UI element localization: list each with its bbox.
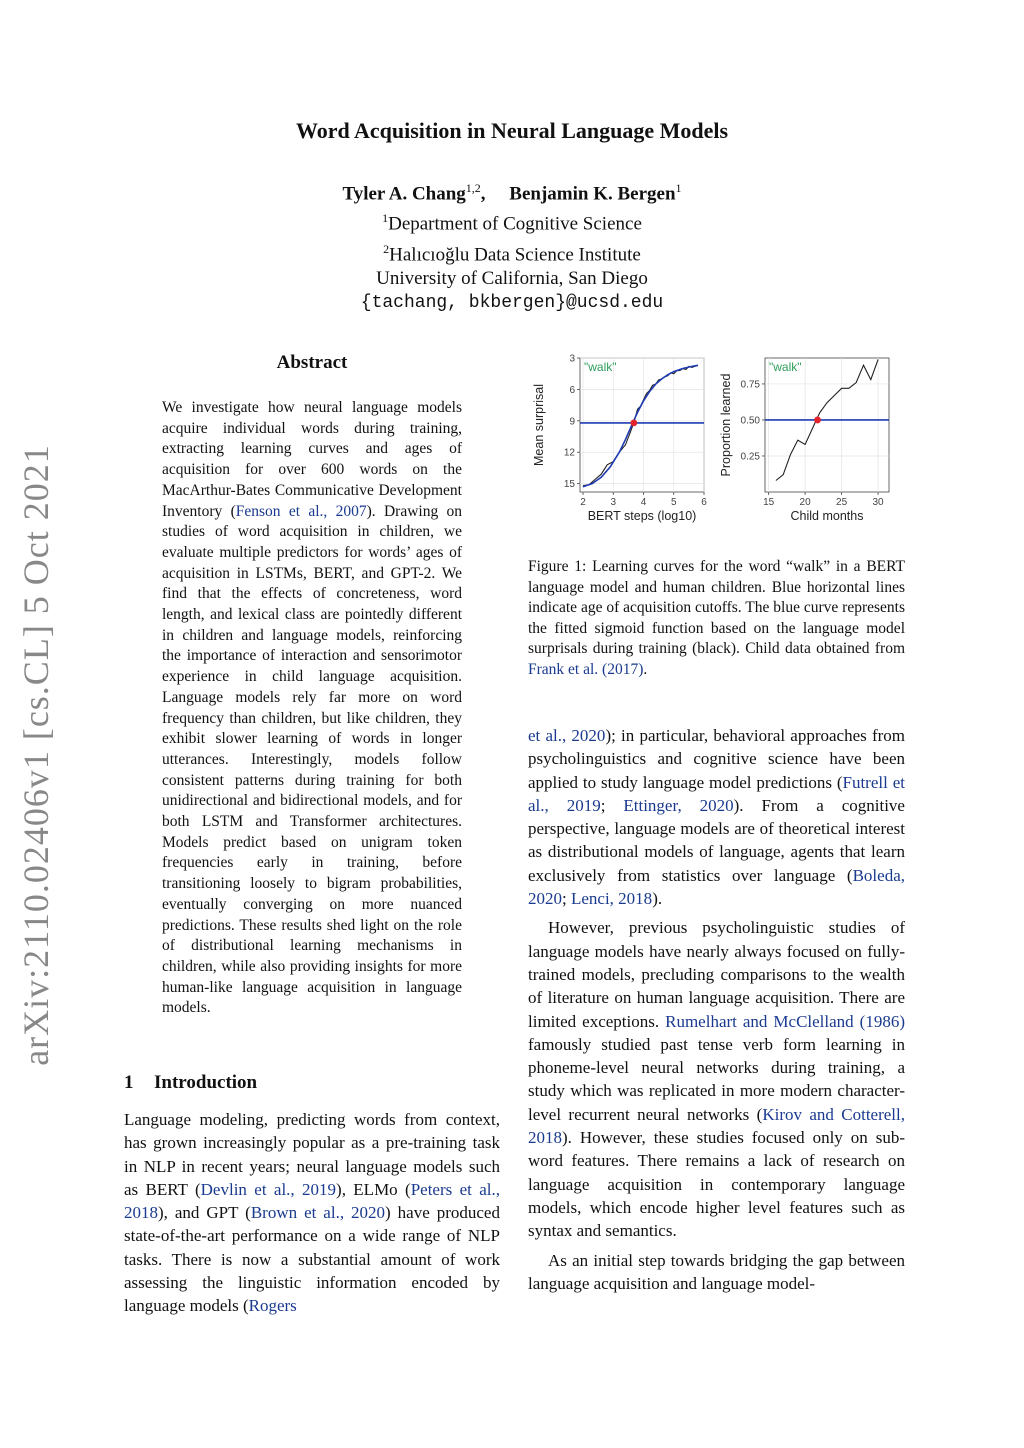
citation-frank-year[interactable]: (2017) xyxy=(602,660,644,678)
abstract-text-2: ). Drawing on studies of word acquisition in children, we evaluate multiple predictors for words’ ages of acquisition in LSTMs, BERT, and GPT-2. We find that the effects of concreteness, word length, and lexical class are pointedly different in children and language models, reinforcing the importance of interaction and sensorimotor experience in child language acquisition. Language models rely far more on word frequency than children, but like children, they exhibit slower learning of words in longer utterances. Interestingly, models follow consistent patterns during training for both unidirectional and bidirectional models, and for both LSTM and Transformer architectures. Models predict based on unigram token frequencies early in training, before transitioning loosely to bigram probabilities, eventually converging on more nuanced predictions. These results shed light on the role of distributional learning mechanisms in children, while also providing insights for more human-like language acquisition in language models. xyxy=(162,502,463,1017)
x-tick-label: 15 xyxy=(763,497,775,508)
caption-text-2: . xyxy=(643,660,648,678)
citation-peters[interactable]: Peters et al., 2018 xyxy=(124,1179,500,1223)
arxiv-identifier: arXiv:2110.02406v1 [cs.CL] 5 Oct 2021 xyxy=(16,444,56,1066)
affiliation-1 xyxy=(0,206,1024,236)
affil-2-mark: 2 xyxy=(383,241,390,256)
y-tick-label: 0.50 xyxy=(740,415,760,427)
x-tick-label: 5 xyxy=(670,497,677,508)
p2-text-1: However, previous psycholinguistic studies of language models have nearly always focused on fully-trained models, precluding comparisons to the wealth of literature on human language acquisition. There are limited exceptions. xyxy=(528,918,905,1031)
intro-text-2: ), ELMo ( xyxy=(336,1179,411,1199)
citation-boleda[interactable]: Boleda, 2020 xyxy=(528,865,905,909)
p1-sep-2: ; xyxy=(562,889,571,909)
section-title: Introduction xyxy=(154,1072,258,1093)
x-tick-label: 25 xyxy=(836,497,848,508)
x-tick-label: 3 xyxy=(610,497,617,508)
introduction-paragraph xyxy=(124,1108,500,1318)
citation-devlin[interactable]: Devlin et al., 2019 xyxy=(200,1179,337,1199)
author-2: Benjamin K. Bergen xyxy=(509,183,676,205)
citation-kirov[interactable]: Kirov and Cotterell, 2018 xyxy=(528,1104,905,1148)
paragraph-2 xyxy=(528,916,905,1242)
citation-futrell[interactable]: Futrell et al., 2019 xyxy=(528,772,905,815)
x-tick-label: 4 xyxy=(640,497,647,508)
acquisition-point-1 xyxy=(814,417,821,424)
intro-text-1: Language modeling, predicting words from context, has grown increasingly popular as a pre-training task in NLP in recent years; neural language models such as BERT ( xyxy=(124,1110,500,1199)
y-tick-label: 0.25 xyxy=(740,451,760,463)
author-names: Tyler A. Chang$^{1,2}$, Benjamin K. Bergen$^1$ xyxy=(342,181,682,205)
abstract-heading: Abstract xyxy=(276,352,348,373)
author-emails: {tachang, bkbergen}@ucsd.edu xyxy=(360,292,664,313)
caption-text-1: Figure 1: Learning curves for the word “walk” in a BERT language model and human children. Blue horizontal lines indicate age of acquisition cutoffs. The blue curve represents the fitted sigmoid function based on the language model surprisals during training (black). Child data obtained from xyxy=(528,558,905,658)
y-tick-label: 15 xyxy=(563,479,575,491)
y-tick-label: 6 xyxy=(569,384,575,396)
p1-text-3: ). xyxy=(652,889,663,909)
x-tick-label: 30 xyxy=(872,497,884,508)
affil-2-text: Halıcıoğlu Data Science Institute xyxy=(389,243,641,265)
author-1-affil: 1,2 xyxy=(465,181,481,195)
figure-1-caption xyxy=(528,557,905,681)
x-tick-label: 20 xyxy=(799,497,811,508)
paper-title: Word Acquisition in Neural Language Models xyxy=(295,118,729,143)
y-tick-label: 12 xyxy=(563,447,575,459)
citation-ettinger[interactable]: Ettinger, 2020 xyxy=(623,795,734,815)
p1-text-2: ). From a cognitive perspective, language models are of theoretical interest as distributional models of language, agents that learn exclusively from statistics over language ( xyxy=(528,795,905,885)
p1-text-1: ); in particular, behavioral approaches from psycholinguistics and cognitive science have been applied to study language model predictions ( xyxy=(528,726,905,792)
x-tick-label: 6 xyxy=(701,497,707,508)
y-tick-label: 9 xyxy=(569,416,575,428)
citation-frank[interactable]: Frank et al. xyxy=(528,660,599,678)
p2-text-2: famously studied past tense verb form learning in phoneme-level neural networks during training, a study which was replicated in more modern character-level recurrent neural networks ( xyxy=(528,1034,905,1124)
acquisition-point-0 xyxy=(630,420,637,427)
paragraph-1 xyxy=(528,724,905,910)
figure-1-plots xyxy=(528,352,908,532)
section-number: 1 xyxy=(124,1072,134,1093)
y-tick-label: 3 xyxy=(569,353,575,365)
y-axis-label: Proportion learned xyxy=(719,373,733,477)
abstract-body xyxy=(162,398,462,1019)
x-tick-label: 2 xyxy=(580,497,586,508)
citation-fenson[interactable]: Fenson et al., 2007 xyxy=(235,502,367,520)
author-2-affil: 1 xyxy=(675,181,682,195)
p2-text-3: ). However, these studies focused only on sub-word features. There remains a lack of research on language acquisition in contemporary language models, which encode higher level features such as syntax and semantics. xyxy=(528,1128,905,1241)
panel-word-label: "walk" xyxy=(584,360,617,374)
figure-1 xyxy=(528,352,908,532)
panel-word-label: "walk" xyxy=(769,360,802,374)
plot-panel-0 xyxy=(580,358,704,492)
affil-1-text: Department of Cognitive Science xyxy=(388,213,642,235)
intro-text-3: ), and GPT ( xyxy=(158,1203,251,1223)
affiliation-2 xyxy=(0,237,1024,267)
p3-text-1: As an initial step towards bridging the gap between language acquisition and language model- xyxy=(528,1250,905,1293)
citation-rogers-cont[interactable]: et al., 2020 xyxy=(528,726,606,745)
paragraph-3 xyxy=(528,1249,905,1296)
x-axis-label: Child months xyxy=(790,509,864,523)
citation-brown[interactable]: Brown et al., 2020 xyxy=(250,1203,386,1223)
y-tick-label: 0.75 xyxy=(740,379,760,391)
y-axis-label: Mean surprisal xyxy=(532,384,546,466)
affiliation-3: University of California, San Diego xyxy=(376,267,648,289)
section-heading-introduction xyxy=(124,1072,257,1094)
right-column-text xyxy=(528,724,905,1301)
citation-rumelhart-year[interactable]: (1986) xyxy=(859,1011,905,1031)
intro-text-4: ) have produced state-of-the-art performance on a wide range of NLP tasks. There is now a substantial amount of work assessing the linguistic information encoded by language models ( xyxy=(124,1203,500,1316)
citation-lenci[interactable]: Lenci, 2018 xyxy=(570,889,653,909)
author-1: Tyler A. Chang xyxy=(342,183,466,205)
abstract-text-1: We investigate how neural language models acquire individual words during training, extracting learning curves and ages of acquisition for over 600 words on the MacArthur-Bates Communicative Development Inventory ( xyxy=(162,399,462,520)
citation-rumelhart[interactable]: Rumelhart and McClelland xyxy=(665,1011,854,1031)
citation-rogers[interactable]: Rogers xyxy=(248,1296,297,1316)
affil-1-mark: 1 xyxy=(382,211,389,226)
p1-sep-1: ; xyxy=(600,795,624,815)
x-axis-label: BERT steps (log10) xyxy=(587,509,697,523)
author-block xyxy=(0,176,1024,315)
